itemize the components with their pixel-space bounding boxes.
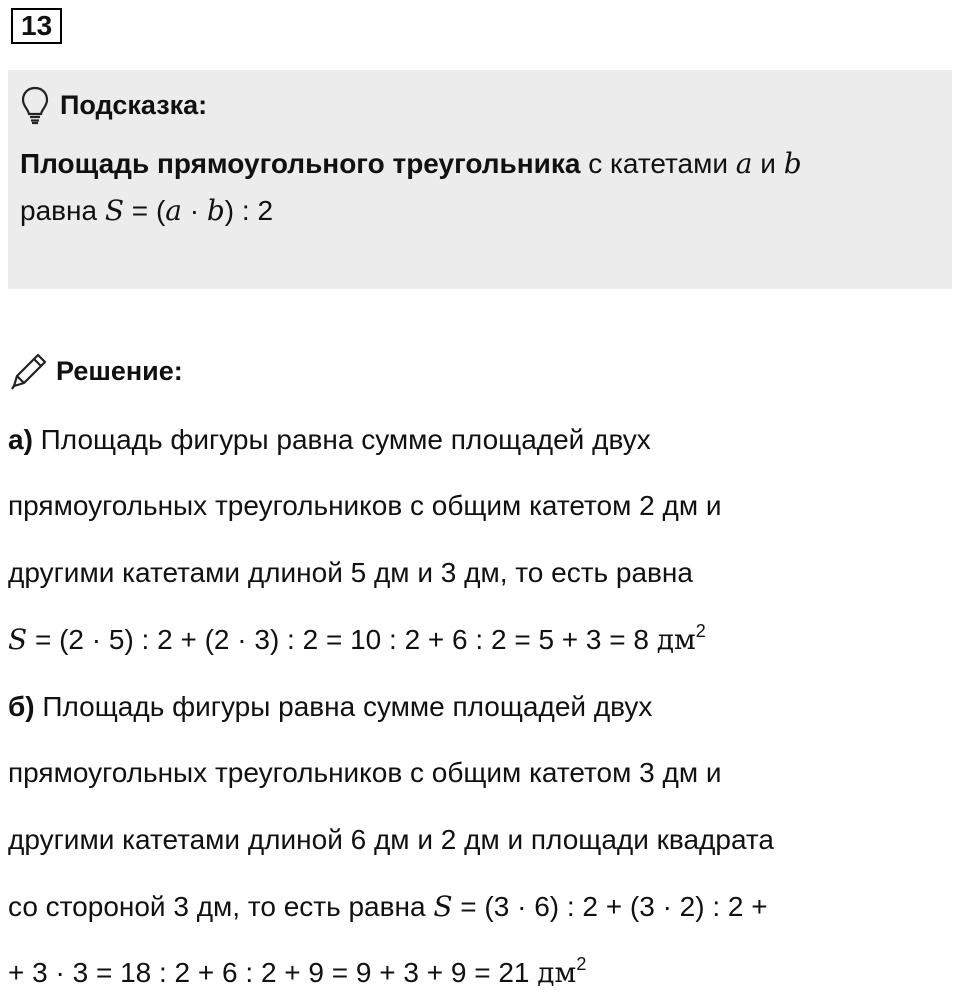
formula: + 3 · 3 = 18 : 2 + 6 : 2 + 9 = 9 + 3 + 9 = 21 xyxy=(8,957,538,988)
solution-b-line-5 xyxy=(8,953,586,993)
hint-formula-open: = ( xyxy=(124,195,166,226)
var-a: a xyxy=(165,194,182,227)
text: со стороной 3 дм, то есть равна xyxy=(8,891,434,922)
hint-body xyxy=(20,140,940,234)
unit: дм xyxy=(656,623,696,656)
text: Площадь фигуры равна сумме площадей двух xyxy=(32,424,651,455)
exponent: 2 xyxy=(695,621,706,641)
var-b: b xyxy=(206,194,225,227)
var-s: S xyxy=(433,890,453,923)
var-s: S xyxy=(104,194,125,227)
hint-text: с катетами xyxy=(580,148,736,179)
hint-header xyxy=(20,80,940,130)
solution-a-line-1 xyxy=(8,420,651,460)
solution-a-formula xyxy=(8,620,706,660)
hint-formula-close: ) : 2 xyxy=(224,195,274,226)
hint-box xyxy=(8,70,952,289)
var-s: S xyxy=(8,623,28,656)
var-b: b xyxy=(783,147,802,180)
hint-and: и xyxy=(752,148,784,179)
formula: = (2 · 5) : 2 + (2 · 3) : 2 = 10 : 2 + 6 : 2 = 5 + 3 = 8 xyxy=(27,624,657,655)
hint-bold-phrase: Площадь прямоугольного треугольника xyxy=(20,148,581,179)
hint-title: Подсказка: xyxy=(60,89,208,120)
hint-dot: · xyxy=(181,195,207,226)
hint-equals: равна xyxy=(20,195,105,226)
text: Площадь фигуры равна сумме площадей двух xyxy=(34,691,653,722)
solution-a-line-2: прямоугольных треугольников с общим катетом 2 дм и xyxy=(8,490,722,521)
exponent: 2 xyxy=(576,954,587,974)
formula: = (3 · 6) : 2 + (3 · 2) : 2 + xyxy=(452,891,768,922)
unit: дм xyxy=(537,956,577,989)
solution-header xyxy=(8,346,183,396)
solution-a-line-3: другими катетами длиной 5 дм и 3 дм, то есть равна xyxy=(8,557,693,588)
part-b-label: б) xyxy=(8,691,35,722)
solution-b-line-3: другими катетами длиной 6 дм и 2 дм и площади квадрата xyxy=(8,824,774,855)
task-number: 13 xyxy=(11,8,62,44)
solution-title: Решение: xyxy=(56,355,183,386)
solution-b-line-1 xyxy=(8,687,652,727)
var-a: a xyxy=(735,147,753,180)
lightbulb-icon xyxy=(20,85,50,125)
solution-b-line-2: прямоугольных треугольников с общим катетом 3 дм и xyxy=(8,757,722,788)
solution-b-line-4 xyxy=(8,887,768,927)
pencil-icon xyxy=(8,350,50,392)
part-a-label: а) xyxy=(8,424,33,455)
